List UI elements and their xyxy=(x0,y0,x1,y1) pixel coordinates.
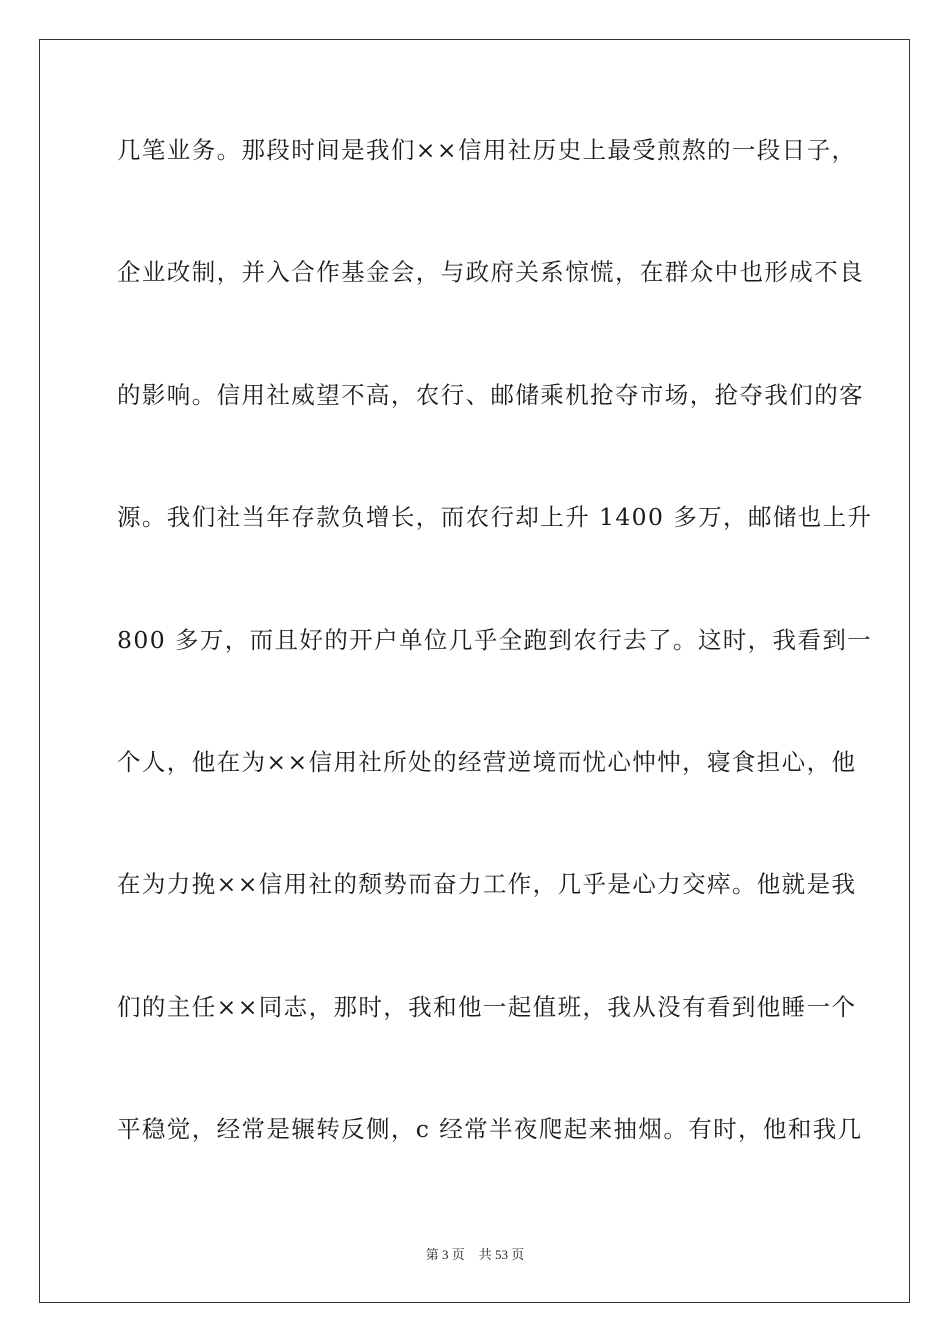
text-line-8: 们的主任××同志，那时，我和他一起值班，我从没有看到他睡一个 xyxy=(117,992,857,1021)
text-line-4: 源。我们社当年存款负增长，而农行却上升 1400 多万，邮储也上升 xyxy=(117,503,873,532)
page-footer xyxy=(0,1246,950,1264)
text-line-3: 的影响。信用社威望不高，农行、邮储乘机抢夺市场，抢夺我们的客 xyxy=(117,380,864,409)
text-line-5: 800 多万，而且好的开户单位几乎全跑到农行去了。这时，我看到一 xyxy=(117,625,873,654)
text-line-6: 个人，他在为××信用社所处的经营逆境而忧心忡忡，寝食担心，他 xyxy=(117,747,857,776)
document-body xyxy=(117,130,873,1232)
text-line-9: 平稳觉，经常是辗转反侧，c 经常半夜爬起来抽烟。有时，他和我几 xyxy=(117,1115,863,1144)
text-line-1: 几笔业务。那段时间是我们××信用社历史上最受煎熬的一段日子， xyxy=(117,136,857,164)
text-line-7: 在为力挽××信用社的颓势而奋力工作，几乎是心力交瘁。他就是我 xyxy=(117,870,857,899)
text-line-2: 企业改制，并入合作基金会，与政府关系惊慌，在群众中也形成不良 xyxy=(117,258,864,287)
current-page-label: 第 3 页 xyxy=(425,1247,465,1262)
total-pages-label: 共 53 页 xyxy=(478,1247,525,1262)
